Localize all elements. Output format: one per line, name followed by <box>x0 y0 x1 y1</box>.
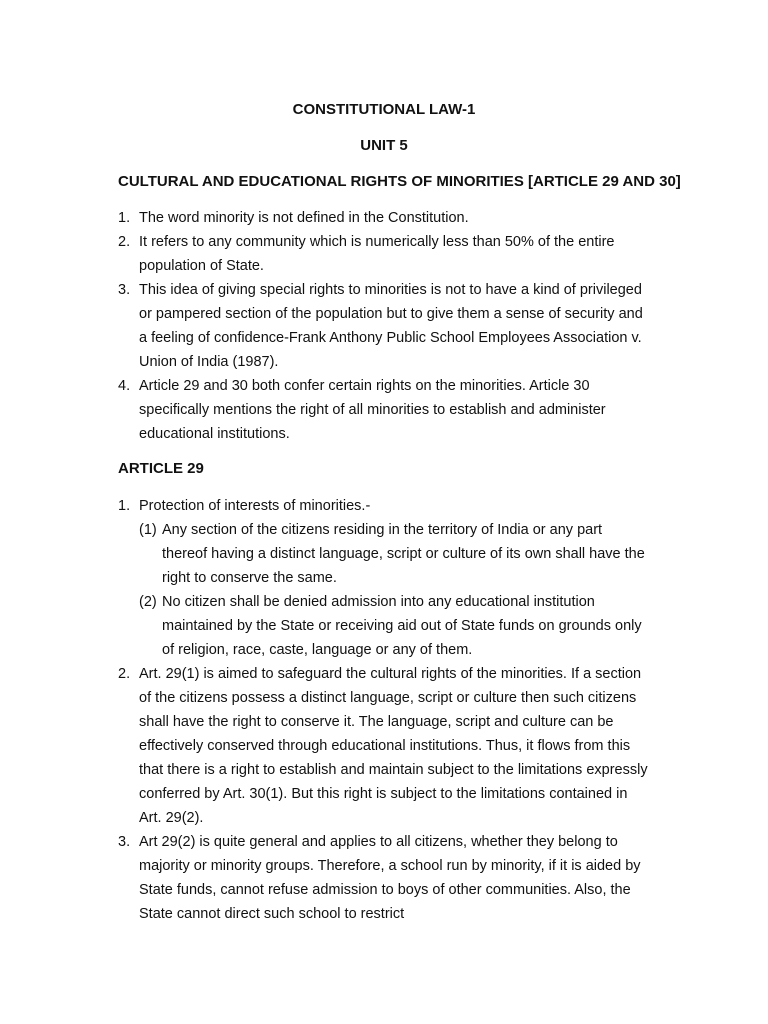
document-title: CONSTITUTIONAL LAW-1 <box>292 101 476 118</box>
list-item <box>118 206 648 230</box>
list-item <box>118 278 648 374</box>
section-heading-article-29: ARTICLE 29 <box>118 460 204 477</box>
list-item-text: The word minority is not defined in the Constitution. <box>139 210 469 226</box>
sub-item-text: No citizen shall be denied admission into any educational institution maintained by the State or receiving aid out of State funds on grounds only of religion, race, caste, language or any of them. <box>162 594 642 658</box>
sub-list-item <box>139 518 648 590</box>
list-item-number: 2. <box>118 666 131 682</box>
sub-list <box>139 518 648 662</box>
list-item-text: This idea of giving special rights to minorities is not to have a kind of privileged or pampered section of the population but to give them a sense of security and a feeling of confidence-Frank Anthony Public School Employees Association v. Union of India (1987). <box>139 282 643 370</box>
sub-item-number: (1) <box>139 522 157 538</box>
list-item-number: 4. <box>118 378 131 394</box>
sub-item-number: (2) <box>139 594 157 610</box>
list-item-number: 1. <box>118 210 131 226</box>
list-item-text: Art. 29(1) is aimed to safeguard the cultural rights of the minorities. If a section of the citizens possess a distinct language, script or culture then such citizens shall have the right to conserve it. The language, script and culture can be effectively conserved through educational institutions. Thus, it flows from this that there is a right to establish and maintain subject to the limitations expressly conferred by Art. 30(1). But this right is subject to the limitations contained in Art. 29(2). <box>139 666 648 826</box>
list-item-text: Article 29 and 30 both confer certain rights on the minorities. Article 30 specifically mentions the right of all minorities to establish and administer educational institutions. <box>139 378 606 442</box>
list-item-number: 3. <box>118 282 131 298</box>
list-item-number: 2. <box>118 234 131 250</box>
list-item-text: It refers to any community which is numerically less than 50% of the entire population of State. <box>139 234 615 274</box>
sub-list-item <box>139 590 648 662</box>
article-29-list <box>118 494 648 926</box>
section-heading-minority-rights: CULTURAL AND EDUCATIONAL RIGHTS OF MINORITIES [ARTICLE 29 AND 30] <box>118 173 681 190</box>
list-item-number: 1. <box>118 498 131 514</box>
minority-rights-list <box>118 206 648 446</box>
list-item-number: 3. <box>118 834 131 850</box>
list-item-text: Protection of interests of minorities.- <box>139 498 371 514</box>
list-item <box>118 662 648 830</box>
list-item <box>118 830 648 926</box>
list-item <box>118 230 648 278</box>
sub-item-text: Any section of the citizens residing in the territory of India or any part thereof having a distinct language, script or culture of its own shall have the right to conserve the same. <box>162 522 645 586</box>
unit-heading: UNIT 5 <box>360 137 408 154</box>
list-item <box>118 494 648 662</box>
list-item <box>118 374 648 446</box>
list-item-text: Art 29(2) is quite general and applies to all citizens, whether they belong to majority or minority groups. Therefore, a school run by minority, if it is aided by State funds, cannot refuse admission to boys of other communities. Also, the State cannot direct such school to restrict <box>139 834 641 922</box>
